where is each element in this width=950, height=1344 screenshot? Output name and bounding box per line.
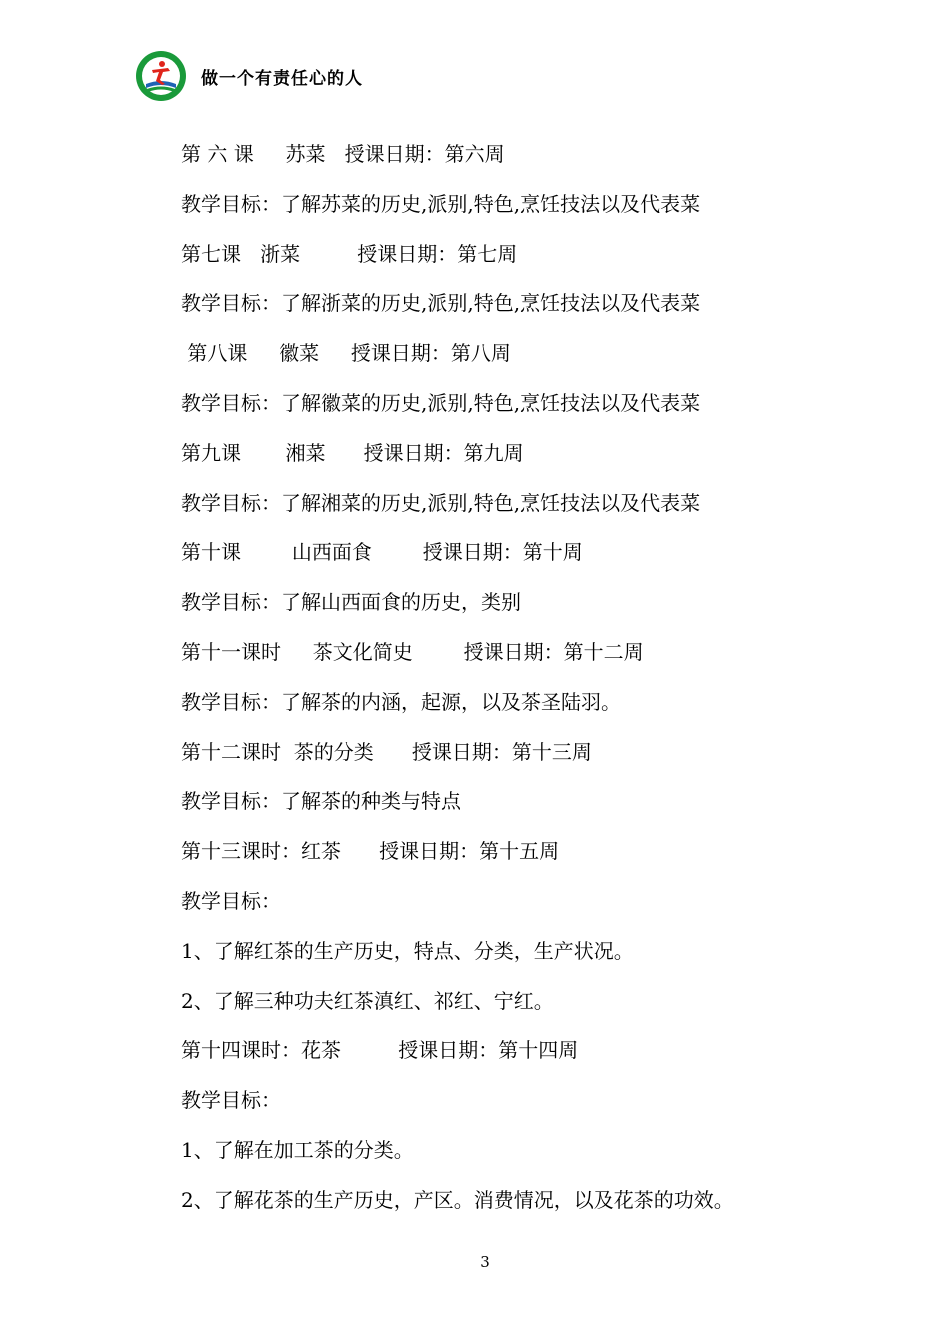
school-logo-icon [135,50,187,102]
lesson-9-title: 第九课 湘菜 授课日期：第九周 [181,440,524,465]
lesson-6-title: 第 六 课 苏菜 授课日期：第六周 [181,142,505,166]
lesson-11-title: 第十一课时 茶文化简史 授课日期：第十二周 [181,639,644,664]
lesson-8-title: 第八课 徽菜 授课日期：第八周 [181,341,511,366]
lesson-6-goal: 教学目标：了解苏菜的历史,派别,特色,烹饪技法以及代表菜 [181,191,701,216]
lesson-14-title: 第十四课时：花茶 授课日期：第十四周 [181,1038,579,1063]
lesson-11-goal: 教学目标：了解茶的内涵，起源，以及茶圣陆羽。 [181,689,621,714]
lesson-14-goal-1: 1、了解在加工茶的分类。 [181,1137,414,1162]
lesson-13-goal-heading: 教学目标： [181,888,281,913]
page-header [135,44,363,108]
lesson-9-goal: 教学目标：了解湘菜的历史,派别,特色,烹饪技法以及代表菜 [181,490,701,515]
lesson-14-goal-2: 2、了解花茶的生产历史，产区。消费情况，以及花茶的功效。 [181,1187,734,1212]
lesson-10-goal: 教学目标：了解山西面食的历史，类别 [181,590,521,615]
school-motto: 做一个有责任心的人 [201,68,363,89]
lesson-13-title: 第十三课时：红茶 授课日期：第十五周 [181,839,560,864]
page-number: 3 [480,1253,490,1271]
lesson-12-goal: 教学目标：了解茶的种类与特点 [181,789,461,814]
lesson-7-title: 第七课 浙菜 授课日期：第七周 [181,241,518,266]
lesson-13-goal-1: 1、了解红茶的生产历史，特点、分类，生产状况。 [181,938,634,963]
lesson-13-goal-2: 2、了解三种功夫红茶滇红、祁红、宁红。 [181,988,554,1013]
document-body [181,130,861,1226]
lesson-14-goal-heading: 教学目标： [181,1088,281,1113]
lesson-12-title: 第十二课时 茶的分类 授课日期：第十三周 [181,739,592,764]
lesson-8-goal: 教学目标：了解徽菜的历史,派别,特色,烹饪技法以及代表菜 [181,390,701,415]
lesson-7-goal: 教学目标：了解浙菜的历史,派别,特色,烹饪技法以及代表菜 [181,291,701,316]
lesson-10-title: 第十课 山西面食 授课日期：第十周 [181,540,583,565]
